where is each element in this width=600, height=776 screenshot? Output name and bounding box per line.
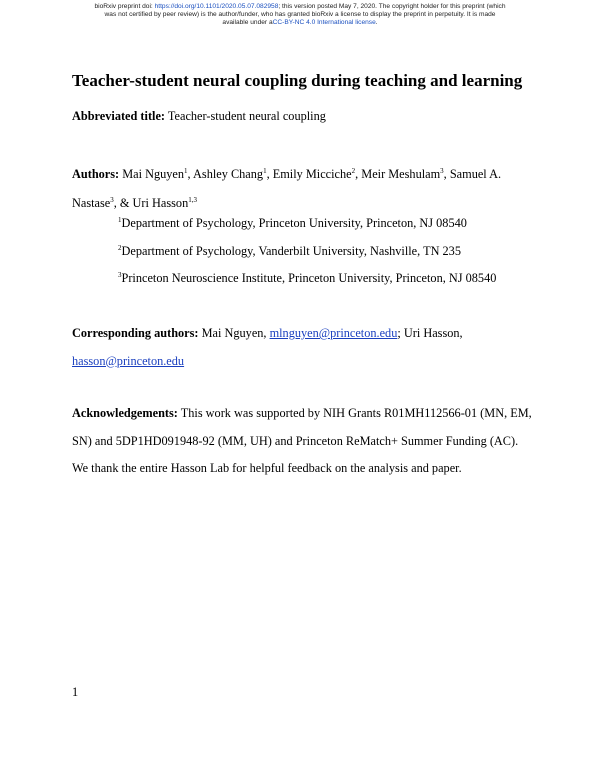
affiliation-1 [118, 216, 467, 231]
corresponding-name: ; Uri Hasson, [397, 326, 463, 340]
acknowledgements-text: This work was supported by NIH Grants R01MH112566-01 (MN, EM, SN) and 5DP1HD091948-92 (MM, UH) and Princeton ReMatch+ Summer Funding (AC). We thank the entire Hasson Lab for helpful feedback on the analysis and paper. [72, 406, 532, 475]
email-link-hasson[interactable]: hasson@princeton.edu [72, 353, 185, 368]
author-separator: , [443, 167, 450, 181]
author-list [72, 160, 532, 218]
email-link-nguyen[interactable]: mlnguyen@princeton.edu [269, 326, 398, 340]
corresponding-authors [72, 320, 532, 375]
affiliation-marker: 2 [118, 243, 122, 252]
author-name: Mai Nguyen [122, 167, 185, 181]
affiliation-text: Department of Psychology, Princeton University, Princeton, NJ 08540 [121, 216, 467, 230]
abbreviated-title-value: Teacher-student neural coupling [167, 109, 326, 123]
author-affiliation-marker: 1 [184, 166, 188, 175]
banner-text: bioRxiv preprint doi: [94, 3, 155, 10]
author [122, 167, 193, 181]
paper-title: Teacher-student neural coupling during teaching and learning [72, 71, 523, 90]
corresponding-name: Mai Nguyen, [198, 326, 270, 340]
author-separator: , [355, 167, 362, 181]
author [361, 167, 450, 181]
author-separator: , [187, 167, 194, 181]
abbreviated-title [72, 109, 326, 124]
banner-line-1 [40, 3, 560, 11]
author-separator: , [266, 167, 273, 181]
banner-line-3 [40, 19, 560, 27]
banner-line-2: was not certified by peer review) is the author/funder, who has granted bioRxiv a license to display the preprint in perpetuity. It is made [104, 11, 496, 18]
author-affiliation-marker: 2 [351, 166, 356, 175]
doi-link[interactable]: https://doi.org/10.1101/2020.05.07.082958 [154, 3, 279, 10]
page-number: 1 [72, 685, 79, 699]
affiliation-3 [118, 271, 496, 286]
author [273, 167, 362, 181]
author-name: Samuel A. Nastase [72, 167, 502, 210]
banner-text: . [375, 19, 378, 26]
abbreviated-title-label: Abbreviated title: [72, 109, 166, 123]
author-affiliation-marker: 1,3 [188, 195, 197, 204]
affiliation-marker: 3 [118, 270, 122, 279]
affiliation-2 [118, 244, 461, 259]
author-affiliation-marker: 1 [263, 166, 267, 175]
acknowledgements [72, 400, 532, 483]
authors-label: Authors: [72, 167, 120, 181]
preprint-banner [40, 3, 560, 27]
author-name: Ashley Chang [193, 167, 264, 181]
author [193, 167, 273, 181]
acknowledgements-label: Acknowledgements: [72, 406, 178, 420]
author [133, 196, 197, 210]
affiliation-text: Department of Psychology, Vanderbilt University, Nashville, TN 235 [121, 244, 461, 258]
author-separator: , & [113, 196, 133, 210]
banner-text: available under a [222, 19, 273, 26]
author-name: Emily Micciche [272, 167, 352, 181]
affiliation-marker: 1 [118, 215, 122, 224]
affiliation-text: Princeton Neuroscience Institute, Princeton University, Princeton, NJ 08540 [121, 271, 497, 285]
author-affiliation-marker: 3 [110, 195, 114, 204]
license-link[interactable]: CC-BY-NC 4.0 International license [272, 19, 376, 26]
banner-text: ; this version posted May 7, 2020. The copyright holder for this preprint (which [278, 3, 506, 10]
author-name: Uri Hasson [132, 196, 189, 210]
author-name: Meir Meshulam [361, 167, 441, 181]
corresponding-label: Corresponding authors: [72, 326, 199, 340]
author-affiliation-marker: 3 [440, 166, 444, 175]
